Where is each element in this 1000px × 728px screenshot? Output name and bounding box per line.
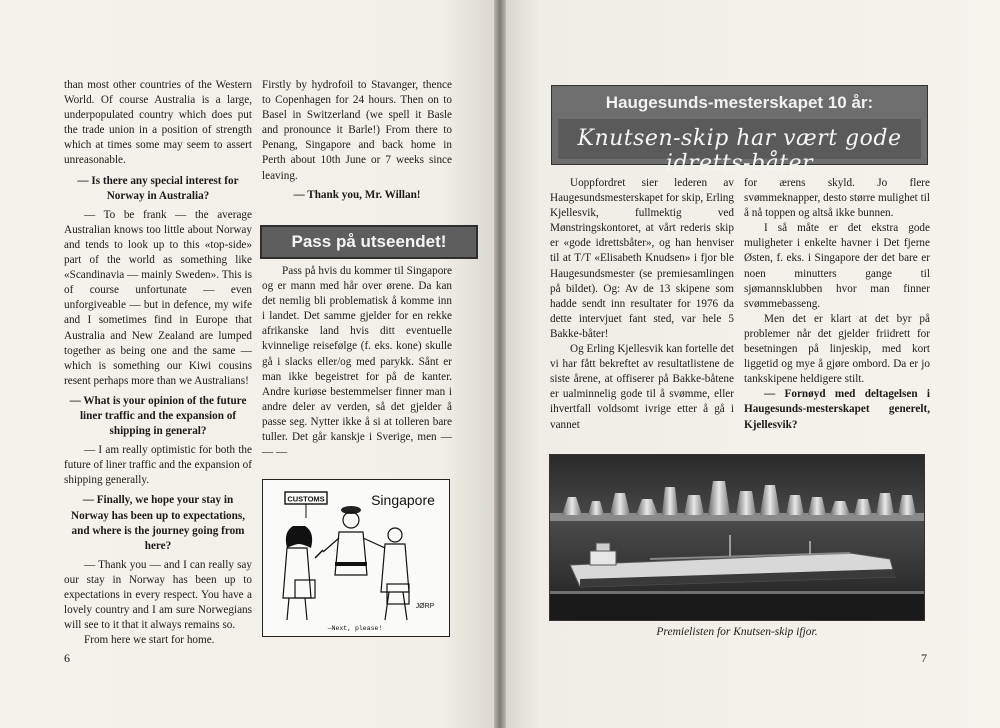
paragraph: Uoppfordret sier lederen av Haugesundsmesterskapet for skip, Erling Kjellesvik, fullmektig ved Mønstringskontoret, at vårt rederis skip er «gode idrettsbåter», og han henviser til at T/T «Elisabeth Knudsen» i fjor ble Haugesundsmester (se premiesamlingen på bildet). Og: Av de 13 skipene som hadde sendt inn resultater for 1976 da dette intervjuet fant sted, var hele 5 Bakke-båter! xyxy=(550,177,734,340)
section-heading-text: Pass på utseendet! xyxy=(291,232,447,251)
paragraph: From here we start for home. xyxy=(84,634,215,647)
paragraph: I så måte er det ekstra gode muligheter i enkelte havner i Det fjerne Østen, f. eks. i Singapore der det bare er noen minutters gange til sjømannsklubben hvor man finner svømmebasseng. xyxy=(744,222,930,310)
page-number-right: 7 xyxy=(921,651,927,665)
paragraph: than most other countries of the Western World. Of course Australia is a large, underpopulated country which does put the trade union in a position of strength which at times some may seem to assert unreasonable. xyxy=(64,79,252,167)
paragraph: Og Erling Kjellesvik kan fortelle det vi har fått bekreftet av resultatlistene de siste årene, at offiserer på Bakke-båtene er ualminnelig gode til å svømme, eller ihvertfall voldsomt ivrige etter å gå i vannet xyxy=(550,343,734,431)
paragraph: Pass på hvis du kommer til Singapore og er mann med hår over ørene. Da kan det nemlig bli problematisk å komme inn i landet. Det samme gjelder for en rekke afrikanske land hvis ditt eventuelle kvinnelige reisefølge (f. eks. kone) skulle gå i slacks eller/og med parykk. Sånt er man ikke begeistret for på de kanter. Andre kuriøse bestemmelser finner man i andre deler av verden, så det gjelder å passe seg. Nytter ikke å si at tolleren bare tuller. Det går kanskje i Sverige, men — — — xyxy=(262,265,452,459)
question: — Finally, we hope your stay in Norway has been up to expectations, and where is the journey going from here? xyxy=(70,494,246,552)
left-column-1 xyxy=(64,78,252,648)
headline-main: Knutsen-skip har vært gode idretts-båter xyxy=(577,126,902,176)
paragraph: Men det er klart at det byr på problemer når det gjelder friidrett for besetningen på linjeskip, med kort liggetid og mye å gjøre ombord. Da er jo tankskipene heldigere stilt. xyxy=(744,312,930,386)
left-column-2-article xyxy=(262,264,452,460)
paragraph: — I am really optimistic for both the future of liner traffic and the expansion of shipping generally. xyxy=(64,444,252,487)
left-column-2 xyxy=(262,78,452,203)
ship-model-trophies-icon xyxy=(550,455,925,621)
customs-sign-text: CUSTOMS xyxy=(287,494,325,504)
right-column-2 xyxy=(744,176,930,433)
closing-thanks: — Thank you, Mr. Willan! xyxy=(293,188,421,201)
photo-caption: Premielisten for Knutsen-skip ifjor. xyxy=(656,626,818,638)
paragraph: — Thank you — and I can really say our stay in Norway has been up to expectations in every respect. You have a lovely country and I am sure Norwegians will see to it that it always remains so. xyxy=(64,558,252,632)
question: — What is your opinion of the future liner traffic and the expansion of shipping in general? xyxy=(69,394,247,438)
question: — Is there any special interest for Norway in Australia? xyxy=(77,174,239,202)
section-heading xyxy=(260,225,478,259)
paragraph: — To be frank — the average Australian knows too little about Norway and tends to look up to this «top-side» part of the world as something like «Scandinavia — mainly Sweden». This is of course unfortunate — even unforgiveable — but in defence, my wife and I sometimes find in Europe that Australia and New Zealand are lumped together as being one and the same — which is something our Kiwi cousins resent perhaps more than we Australians! xyxy=(64,208,252,387)
headline-top: Haugesunds-mesterskapet 10 år: xyxy=(605,93,874,112)
cartoonist-signature: JØRP xyxy=(415,603,435,610)
cartoon-illustration-icon xyxy=(263,480,448,635)
right-column-1 xyxy=(550,176,734,433)
cartoon-caption: —Next, please! xyxy=(327,625,383,632)
paragraph: Firstly by hydrofoil to Stavanger, thence to Copenhagen for 24 hours. Then on to Basel in Switzerland (we spell it Basle and pronounce it Barle!) From there to Penang, Singapore and back home in Perth about 10th June or 7 weeks since leaving. xyxy=(262,79,452,182)
singapore-label: Singapore xyxy=(371,492,435,508)
page-number-left: 6 xyxy=(64,651,70,665)
trophy-ship-photo xyxy=(549,454,925,621)
customs-cartoon xyxy=(262,479,450,637)
paragraph: for ærens skyld. Jo flere svømmeknapper, desto større mulighet til å nå toppen og altså ikke bunnen. xyxy=(744,177,930,220)
article-headline xyxy=(551,85,928,176)
book-gutter xyxy=(494,0,506,728)
question: — Fornøyd med deltagelsen i Haugesunds-mesterskapet generelt, Kjellesvik? xyxy=(744,388,930,431)
